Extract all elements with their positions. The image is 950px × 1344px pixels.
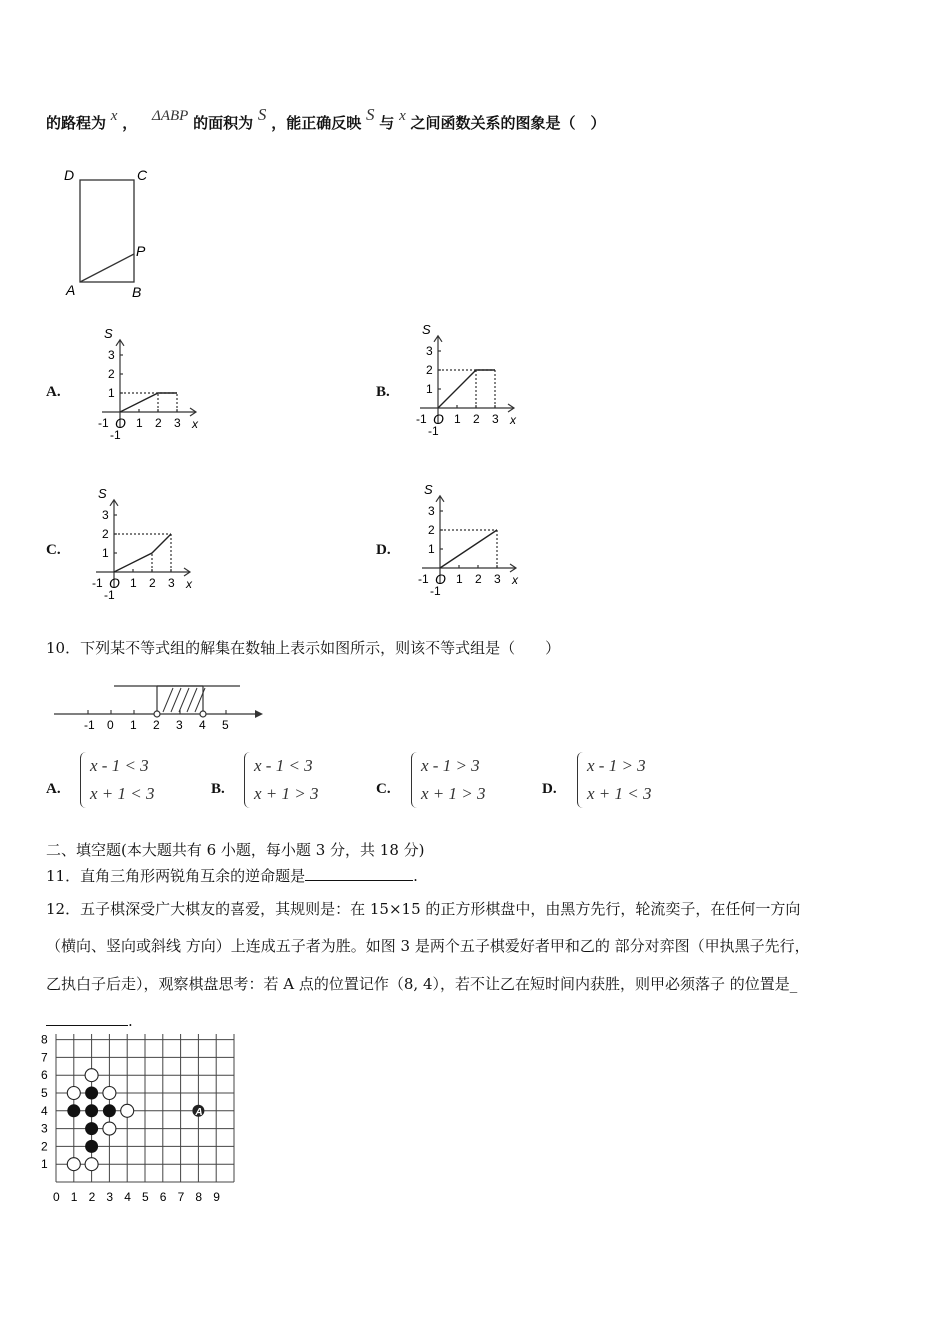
y-label: 6 [41,1068,48,1083]
q10-line [46,637,560,658]
x-label: 2 [88,1190,96,1204]
number-line [50,676,270,736]
q11-text: 直角三角形两锐角互余的逆命题是 [80,867,306,885]
x-tick-label: 2 [473,412,480,426]
y-tick-label: 2 [102,527,109,541]
x-axis-label: x [186,577,192,591]
x-label: 9 [213,1190,220,1204]
tick-label: 0 [107,718,114,732]
y-axis-label: S [424,481,433,497]
white-stone [85,1158,98,1171]
y-tick-label: 3 [426,344,433,358]
q12-line2: （横向、竖向或斜线 方向）上连成五子者为胜。如图 3 是两个五子棋爱好者甲和乙的 部分对弈图（甲执黑子先行， [46,937,810,955]
y-label: 5 [41,1086,48,1100]
white-stone [67,1087,80,1100]
x-tick-label: 2 [155,416,162,430]
neg-tick-y: -1 [430,584,441,595]
label-b: B [132,284,142,300]
white-stone [67,1158,80,1171]
q9-option-a-graph[interactable] [86,324,206,439]
tick-label: 1 [130,718,137,732]
hatch [171,688,181,712]
q9-option-d-graph[interactable] [406,480,526,595]
q9-option-a-label[interactable]: A. [46,384,61,400]
inequality-1: x - 1 > 3 [587,756,646,775]
x-axis-label: x [510,413,516,427]
y-axis-label: S [98,485,107,501]
q9-var-s: S [257,105,267,124]
function-graph [114,534,171,572]
x-tick-label: 2 [149,576,156,590]
x-tick-label: 1 [454,412,461,426]
q9-text-c: ，能正确反映 [271,114,362,132]
x-tick-label: 1 [130,576,137,590]
open-point-2 [154,711,160,717]
inequality-2: x + 1 > 3 [254,784,319,803]
y-tick-label: 1 [426,382,433,396]
hatch [163,688,173,712]
x-tick-label: 3 [174,416,181,430]
q9-text-b: 的面积为 [193,114,254,132]
q9-option-b-label[interactable]: B. [376,384,390,400]
inequality-1: x - 1 > 3 [421,756,480,775]
y-label: 4 [41,1103,48,1118]
y-tick-label: 3 [108,348,115,362]
y-axis-label: S [104,325,113,341]
q12-number: 12． [46,900,81,918]
segment-ap [80,254,134,282]
y-tick-label: 3 [428,504,435,518]
inequality-2: x + 1 < 3 [587,784,652,803]
q10-option-c-label[interactable]: C. [376,781,391,797]
x-label: 0 [53,1190,60,1204]
origin-label: O [435,571,446,587]
x-label: 3 [106,1190,114,1204]
x-tick-label: 3 [494,572,501,586]
neg-tick-x: -1 [418,572,429,586]
y-tick-label: 1 [108,386,115,400]
q9-option-d-label[interactable]: D. [376,542,391,558]
axis-arrow [255,710,263,718]
label-p: P [136,243,146,259]
q12-line1-text: 五子棋深受广大棋友的喜爱，其规则是：在 15×15 的正方形棋盘中，由黑方先行，轮流奕子，在任何一方向 [80,900,801,918]
q10-option-a-label[interactable]: A. [46,781,61,797]
x-label: 8 [195,1190,203,1204]
q10-text: 下列某不等式组的解集在数轴上表示如图所示，则该不等式组是（ ） [80,639,561,657]
hatch [187,688,197,712]
x-tick-label: 2 [475,572,482,586]
inequality-1: x - 1 < 3 [90,756,149,775]
q9-comma: ， [122,114,138,132]
inequality-1: x - 1 < 3 [254,756,313,775]
origin-label: O [109,575,120,591]
x-axis-label: x [192,417,198,431]
neg-tick-x: -1 [92,576,103,590]
x-label: 5 [142,1190,149,1204]
q9-intro [46,105,606,133]
function-graph [438,370,495,408]
q9-var-x: x [110,108,118,124]
inequality-2: x + 1 < 3 [90,784,155,803]
y-tick-label: 1 [428,542,435,556]
white-stone [121,1104,134,1117]
neg-tick-y: -1 [428,424,439,435]
neg-tick-x: -1 [416,412,427,426]
white-stone [103,1087,116,1100]
q9-text-e: 之间函数关系的图象是（ ） [410,114,606,132]
q10-option-d-label[interactable]: D. [542,781,557,797]
neg-tick-x: -1 [98,416,109,430]
q11-number: 11． [46,867,81,885]
q11-end: . [413,867,418,885]
neg-tick-y: -1 [110,428,121,439]
y-label: 2 [41,1139,48,1154]
tick-label: 5 [222,718,229,732]
brace [577,752,586,808]
rectangle-abcd [80,180,134,282]
black-stone [103,1104,116,1117]
white-stone [103,1122,116,1135]
label-a: A [66,282,76,298]
inequality-2: x + 1 > 3 [421,784,486,803]
tick-label: 4 [199,718,206,732]
gomoku-board [38,1034,248,1210]
tick-label: 3 [176,718,183,732]
x-label: 1 [70,1190,78,1204]
brace [80,752,89,808]
stone-a-label: A [195,1106,203,1118]
x-tick-label: 1 [456,572,463,586]
function-graph [440,530,497,568]
y-label: 7 [41,1050,48,1065]
q9-var-s2: S [366,105,375,124]
origin-label: O [115,415,126,431]
q12-line1 [46,898,800,919]
y-tick-label: 2 [428,523,435,537]
x-tick-label: 3 [168,576,175,590]
y-tick-label: 2 [426,363,433,377]
white-stone [85,1069,98,1082]
y-label: 1 [41,1157,48,1172]
x-label: 7 [177,1190,185,1204]
black-stone [67,1104,80,1117]
y-tick-label: 3 [102,508,109,522]
hatch [179,688,189,712]
x-label: 4 [124,1190,131,1204]
function-graph [120,393,177,412]
y-tick-label: 1 [102,546,109,560]
q12-line3: 乙执白子后走），观察棋盘思考：若 A 点的位置记作（8, 4），若不让乙在短时间内获胜，则甲必须落子 的位置是_ [46,975,798,993]
label-d: D [64,167,75,183]
q9-triangle: ΔABP [152,108,189,124]
y-axis-label: S [422,321,431,337]
label-c: C [137,167,148,183]
y-label: 8 [41,1034,48,1047]
y-tick-label: 2 [108,367,115,381]
q10-number: 10． [46,639,81,657]
brace [244,752,253,808]
q12-end: . [128,1012,133,1030]
open-point-4 [200,711,206,717]
x-axis-label: x [512,573,518,587]
x-tick-label: 1 [136,416,143,430]
q9-text-a: 的路程为 [46,114,107,132]
q12-line4 [46,1009,133,1030]
q9-text-d: 与 [379,114,395,132]
section2-title: 二、填空题(本大题共有 6 小题，每小题 3 分，共 18 分) [46,841,425,859]
tick-label: -1 [84,718,95,732]
black-stone [85,1140,98,1153]
q11-line [46,864,418,886]
origin-label: O [433,411,444,427]
tick-label: 2 [153,718,160,732]
brace [411,752,420,808]
x-tick-label: 3 [492,412,499,426]
y-label: 3 [41,1121,48,1136]
q9-var-x2: x [399,108,406,124]
q9-option-c-graph[interactable] [80,484,200,599]
neg-tick-y: -1 [104,588,115,599]
black-stone [85,1122,98,1135]
q9-option-b-graph[interactable] [404,320,524,435]
q11-answer-blank[interactable] [305,864,413,881]
q12-answer-blank[interactable] [46,1009,128,1026]
black-stone [85,1104,98,1117]
rectangle-figure [60,162,160,302]
x-label: 6 [159,1190,167,1204]
black-stone [85,1087,98,1100]
q9-option-c-label[interactable]: C. [46,542,61,558]
q10-option-b-label[interactable]: B. [211,781,225,797]
